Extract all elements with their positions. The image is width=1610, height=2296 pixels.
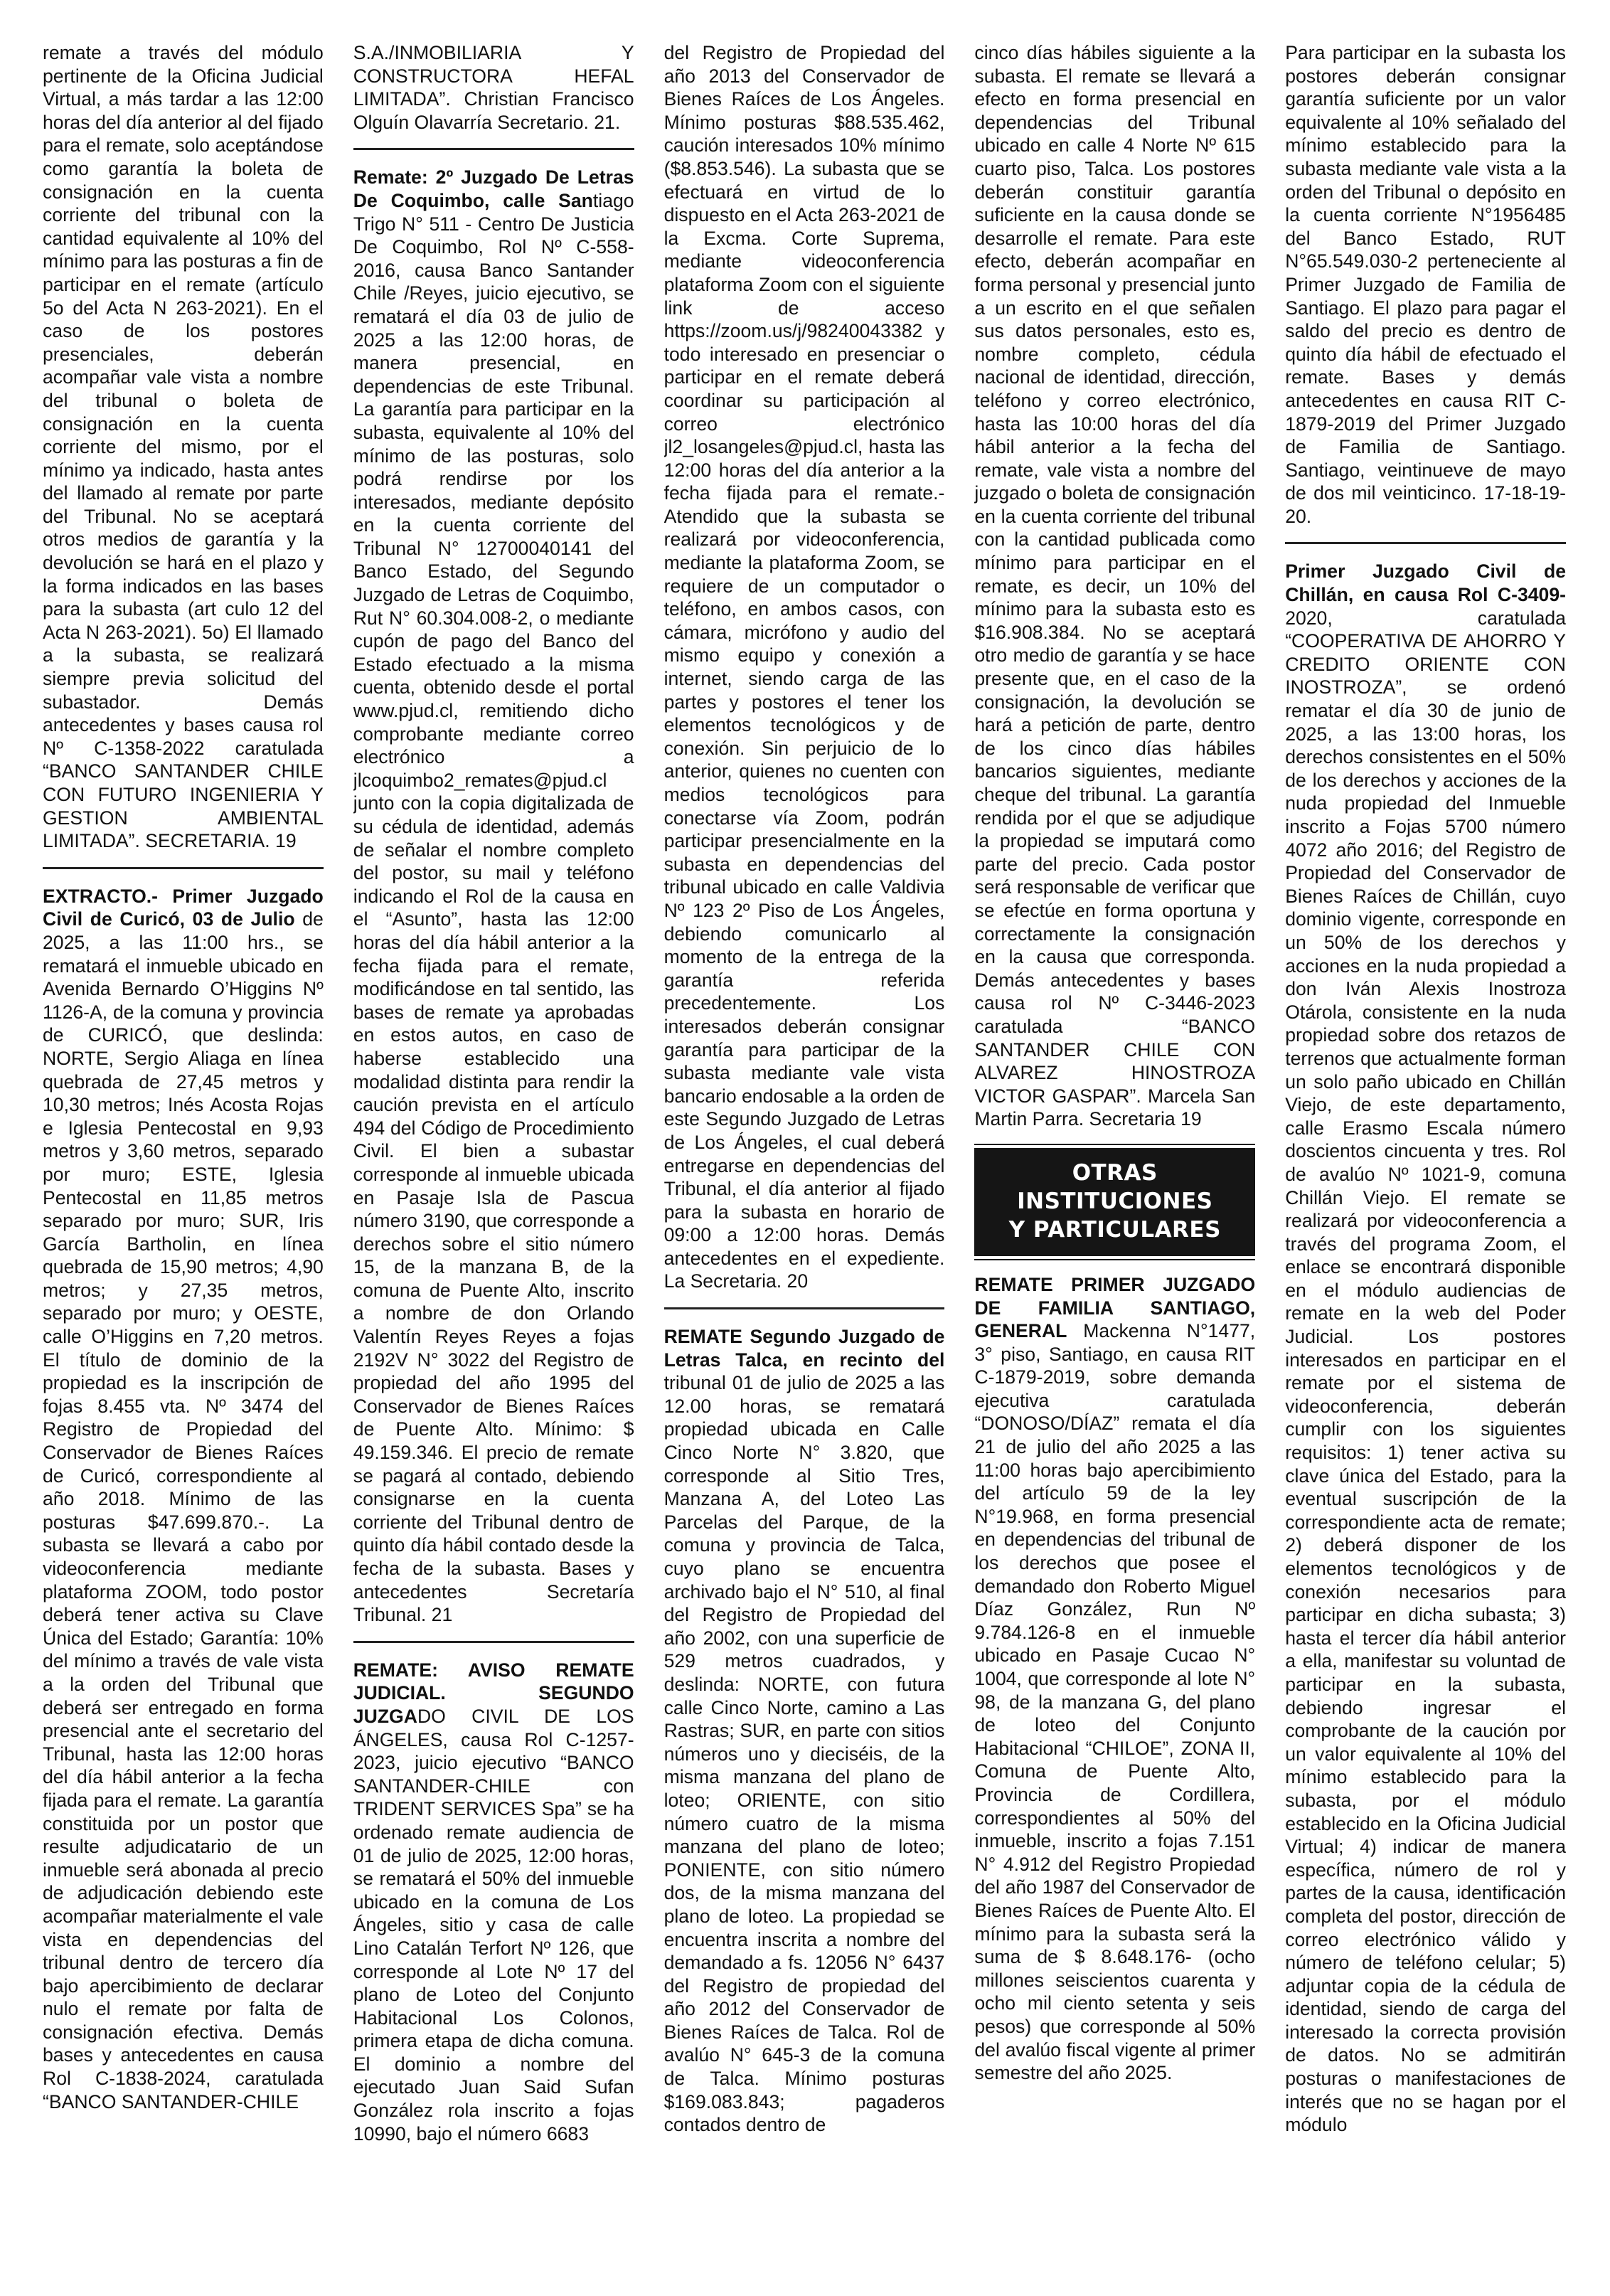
notice-heading: Primer Juzgado Civil de Chillán, en causa Rol C-3409- — [1285, 560, 1566, 606]
notice-text: Para participar en la subasta los postores deberán consignar garantía suficiente por un valor equivalente al 10% señalado del mínimo establecido para la subasta mediante vale vista a la orden del Tribunal o depósito en la cuenta corriente N°1956485 del Banco Estado, RUT N°65.549.030-2 perteneciente al Primer Juzgado de Familia de Santiago. El plazo para pagar el saldo del precio es dentro de quinto día hábil de efectuado el remate. Bases y demás antecedentes en causa RIT C-1879-2019 del Primer Juzgado de Familia de Santiago. Santiago, veintinueve de mayo de dos mil veinticinco. 17-18-19-20. — [1285, 42, 1566, 527]
notice-curico — [43, 885, 324, 2113]
section-banner-line2: Y PARTICULARES — [1008, 1216, 1221, 1243]
notice-heading: EXTRACTO.- Primer Juzgado Civil de Curicó, 03 de Julio — [43, 885, 324, 930]
notice-text: del Registro de Propiedad del año 2013 del Conservador de Bienes Raíces de Los Ángeles. Mínimo posturas $88.535.462, caución interesados 10% mínimo ($8.853.546). La subasta que se efectuará en virtud de lo dispuesto en el Acta 263-2021 de la Excma. Corte Suprema, mediante videoconferencia plataforma Zoom con el siguiente link de acceso https://zoom.us/j/98240043382 y todo interesado en presenciar o participar en el remate deberá coordinar su participación al correo electrónico jl2_losangeles@pjud.cl, hasta las 12:00 horas del día anterior a la fecha fijada para el remate.-Atendido que la subasta se realizará por videoconferencia, mediante la plataforma Zoom, se requiere de un computador o teléfono, en ambos casos, con cámara, micrófono y audio del mismo equipo y conexión a internet, siendo carga de las partes y postores el tener los elementos tecnológicos y de conexión. Sin perjuicio de lo anterior, quienes no cuenten con medios tecnológicos para conectarse vía Zoom, podrán participar presencialmente en la subasta en dependencias del tribunal ubicado en calle Valdivia Nº 123 2º Piso de Los Ángeles, debiendo comunicarlo al momento de la entrega de la garantía referida precedentemente. Los interesados deberán consignar garantía para participar de la subasta mediante vale vista bancario endosable a la orden de este Segundo Juzgado de Letras de Los Ángeles, el cual deberá entregarse en dependencias del Tribunal, el día anterior al fijado para la subasta en horario de 09:00 a 12:00 horas. Demás antecedentes en el expediente. La Secretaria. 20 — [663, 42, 945, 1292]
section-banner — [974, 1148, 1255, 1256]
notice-divider — [353, 148, 634, 150]
notice-text: tiago Trigo N° 511 - Centro De Justicia De Coquimbo, Rol Nº C-558-2016, causa Banco Santander Chile /Reyes, juicio ejecutivo, se rematará el día 03 de julio de 2025 a las 12:00 horas, de manera presencial, en dependencias de este Tribunal. La garantía para participar en la subasta, equivalente al 10% del mínimo de las posturas, solo podrá rendirse por los interesados, mediante depósito en la cuenta corriente del Tribunal N° 12700040141 del Banco Estado, del Segundo Juzgado de Letras de Coquimbo, Rut N° 60.304.008-2, o mediante cupón de pago del Banco del Estado efectuado a la misma cuenta, obtenido desde el portal www.pjud.cl, remitiendo dicho comprobante mediante correo electrónico a jlcoquimbo2_remates@pjud.cl junto con la copia digitalizada de su cédula de identidad, además de señalar el nombre completo del postor, su mail y teléfono indicando el Rol de la causa en el “Asunto”, hasta las 12:00 horas del día hábil anterior a la fecha fijada para el remate, modificándose en tal sentido, las bases de remate ya aprobadas en estos autos, en caso de haberse establecido una modalidad distinta para rendir la caución prevista en el artículo 494 del Código de Procedimiento Civil. El bien a subastar corresponde al inmueble ubicada en Pasaje Isla de Pascua número 3190, que corresponde a derechos sobre el sitio número 15, de la manzana B, de la comuna de Puente Alto, inscrito a nombre de don Orlando Valentín Reyes Reyes a fojas 2192V N° 3022 del Registro de propiedad del año 1995 del Conservador de Bienes Raíces de Puente Alto. Mínimo: $ 49.159.346. El precio de remate se pagará al contado, debiendo consignarse en la cuenta corriente del Tribunal dentro de quinto día hábil contado desde la fecha de la subasta. Bases y antecedentes Secretaría Tribunal. 21 — [353, 189, 634, 1626]
notice-heading: REMATE Segundo Juzgado de Letras Talca, en recinto del — [663, 1326, 945, 1371]
column-5 — [1285, 41, 1566, 2296]
notice-divider — [1285, 542, 1566, 544]
notice-text: remate a través del módulo pertinente de la Oficina Judicial Virtual, a más tardar a las 12:00 horas del día anterior al del fijado para el remate, solo aceptándose como garantía la boleta de consignación en la cuenta corriente del tribunal con la cantidad equivalente al 10% del mínimo para las posturas a fin de participar en el remate (artículo 5o del Acta N 263-2021). En el caso de los postores presenciales, deberán acompañar vale vista a nombre del tribunal o boleta de consignación en la cuenta corriente del mismo, por el mínimo ya indicado, hasta antes del llamado al remate por parte del Tribunal. No se aceptará otros medios de garantía y la devolución se hará en el plazo y la forma indicados en las bases para la subasta (art culo 12 del Acta N 263-2021). 5o) El llamado a la subasta, se realizará siempre previa solicitud del subastador. Demás antecedentes y bases causa rol Nº C-1358-2022 caratulada “BANCO SANTANDER CHILE CON FUTURO INGENIERIA Y GESTION AMBIENTAL LIMITADA”. SECRETARIA. 19 — [43, 42, 324, 852]
column-1 — [43, 41, 324, 2296]
notice-text: 2020, caratulada “COOPERATIVA DE AHORRO Y CREDITO ORIENTE CON INOSTROZA”, se ordenó rematar el día 30 de junio de 2025, a las 13:00 horas, los derechos consistentes en el 50% de los derechos y acciones de la nuda propiedad del Inmueble inscrito a Fojas 5700 número 4072 año 2016; del Registro de Propiedad del Conservador de Bienes Raíces de Chillán, cuyo dominio vigente, corresponde en un 50% de los derechos y acciones en la nuda propiedad a don Iván Alexis Inostroza Otárola, consistente en la nuda propiedad sobre dos retazos de terrenos que actualmente forman un solo paño ubicado en Chillán Viejo, de este departamento, calle Erasmo Escala número doscientos cincuenta y tres. Rol de avalúo Nº 1021-9, comuna Chillán Viejo. El remate se realizará por videoconferencia a través del programa Zoom, el enlace se encontrará disponible en el módulo audiencias de remate en la web del Poder Judicial. Los postores interesados en participar en el remate por el sistema de videoconferencia, deberán cumplir con los siguientes requisitos: 1) tener activa su clave única del Estado, para la eventual suscripción de la correspondiente acta de remate; 2) deberá disponer de los elementos tecnológicos y de conexión necesarios para participar en dicha subasta; 3) hasta el tercer día hábil anterior a ella, manifestar su voluntad de participar en la subasta, debiendo ingresar el comprobante de la caución por un valor equivalente al 10% del mínimo establecido para la subasta, por el módulo establecido en la Oficina Judicial Virtual; 4) indicar de manera específica, número de rol y partes de la causa, identificación completa del postor, dirección de correo electrónico válido y número de teléfono celular; 5) adjuntar copia de la cédula de identidad, siendo de carga del interesado la correcta provisión de datos. No se admitirán posturas o manifestaciones de interés que no se hagan por el módulo — [1285, 607, 1566, 2136]
notice-text: S.A./INMOBILIARIA Y CONSTRUCTORA HEFAL LIMITADA”. Christian Francisco Olguín Olavarría Secretario. 21. — [353, 42, 634, 133]
column-3 — [664, 41, 945, 2296]
notice-divider — [43, 867, 324, 869]
notice-coquimbo — [353, 166, 634, 1626]
notice-talca — [664, 1325, 945, 2137]
notice-los-angeles — [353, 1659, 634, 2145]
notice-text: tribunal 01 de julio de 2025 a las 12.00 horas, se rematará propiedad ubicada en Calle Cinco Norte N° 3.820, que corresponde al Sitio Tres, Manzana A, del Loteo Las Parcelas del Parque, de la comuna y provincia de Talca, cuyo plano se encuentra archivado bajo el N° 510, al final del Registro de Propiedad del año 2002, con una superficie de 529 metros cuadrados, y deslinda: NORTE, con futura calle Cinco Norte, camino a Las Rastras; SUR, en parte con sitios números uno y dieciséis, de la misma manzana del plano de loteo; ORIENTE, con sitio número cuatro de la misma manzana del plano de loteo; PONIENTE, con sitio número dos, de la misma manzana del plano de loteo. La propiedad se encuentra inscrita a nombre del demandado a fs. 12056 N° 6437 del Registro de propiedad del año 2012 del Conservador de Bienes Raíces de Talca. Rol de avalúo N° 645-3 de la comuna de Talca. Mínimo posturas $169.083.843; pagaderos contados dentro de — [663, 1372, 945, 2136]
notice-continuation — [974, 41, 1255, 1131]
notice-continuation — [43, 41, 324, 853]
notice-heading: REMATE PRIMER JUZGADO DE FAMILIA SANTIAGO, GENERAL — [974, 1273, 1256, 1342]
column-2 — [353, 41, 634, 2296]
notice-text: Mackenna N°1477, 3° piso, Santiago, en causa RIT C-1879-2019, sobre demanda ejecutiva caratulada “DONOSO/DÍAZ” remata el día 21 de julio del año 2025 a las 11:00 horas bajo apercibimiento del artículo 59 de la ley N°19.968, en forma presencial en dependencias del tribunal de los derechos que posee el demandado don Roberto Miguel Díaz González, Run Nº 9.784.126-8 en el inmueble ubicado en Pasaje Cucao N° 1004, que corresponde al lote N° 98, de la manzana G, del plano de loteo del Conjunto Habitacional “CHILOE”, ZONA II, Comuna de Puente Alto, Provincia de Cordillera, correspondientes al 50% del inmueble, inscrito a fojas 7.151 N° 4.912 del Registro Propiedad del año 1987 del Conservador de Bienes Raíces de Puente Alto. El mínimo para la subasta será la suma de $ 8.648.176- (ocho millones seiscientos cuarenta y ocho mil ciento setenta y seis pesos) que corresponde al 50% del avalúo fiscal vigente al primer semestre del año 2025. — [974, 1320, 1256, 2084]
notice-heading: REMATE: AVISO REMATE JUDICIAL. SEGUNDO JUZGA — [353, 1659, 634, 1727]
notice-divider — [664, 1307, 945, 1309]
notice-text: de 2025, a las 11:00 hrs., se rematará el inmueble ubicado en Avenida Bernardo O’Higgins Nº 1126-A, de la comuna y provincia de CURICÓ, que deslinda: NORTE, Sergio Aliaga en línea quebrada de 27,45 metros y 10,30 metros; Inés Acosta Rojas e Iglesia Pentecostal en 9,93 metros y 3,60 metros, separado por muro; ESTE, Iglesia Pentecostal en 11,85 metros separado por muro; SUR, Iris García Bartholin, en línea quebrada de 15,90 metros; 4,90 metros; y 27,35 metros, separado por muro; y OESTE, calle O’Higgins en 7,20 metros. El título de dominio de la propiedad es la inscripción de fojas 8.455 vta. Nº 3474 del Registro de Propiedad del Conservador de Bienes Raíces de Curicó, correspondiente al año 2018. Mínimo de las posturas $47.699.870.-. La subasta se llevará a cabo por videoconferencia mediante plataforma ZOOM, todo postor deberá tener activa su Clave Única del Estado; Garantía: 10% del mínimo a través de vale vista a la orden del Tribunal que deberá ser entregado en forma presencial ante el secretario del Tribunal, hasta las 12:00 horas del día hábil anterior a la fecha fijada para el remate. La garantía constituida por un postor que resulte adjudicatario de un inmueble será abonada al precio de adjudicación debiendo este acompañar materialmente el vale vista en dependencias del tribunal dentro de tercero día bajo apercibimiento de declarar nulo el remate por falta de consignación efectiva. Demás bases y antecedentes en causa Rol C-1838-2024, caratulada “BANCO SANTANDER-CHILE — [43, 908, 324, 2112]
notice-divider — [353, 1641, 634, 1643]
section-banner-line1: OTRAS INSTITUCIONES — [1017, 1159, 1213, 1214]
notice-continuation — [664, 41, 945, 1293]
notice-continuation — [353, 41, 634, 134]
notice-familia-santiago — [974, 1273, 1255, 2085]
notice-text: cinco días hábiles siguiente a la subasta. El remate se llevará a efecto en forma presencial en dependencias del Tribunal ubicado en calle 4 Norte Nº 615 cuarto piso, Talca. Los postores deberán constituir garantía suficiente en la causa donde se desarrolle el remate. Para este efecto, deberán acompañar en forma personal y presencial junto a un escrito en el que señalen sus datos personales, esto es, nombre completo, cédula nacional de identidad, dirección, teléfono y correo electrónico, hasta las 10:00 horas del día hábil anterior a la fecha del remate, vale vista a nombre del juzgado o boleta de consignación en la cuenta corriente del tribunal con la cantidad publicada como mínimo para participar en el remate, es decir, un 10% del mínimo para la subasta esto es $16.908.384. No se aceptará otro medio de garantía y se hace presente que, en el caso de la consignación, la devolución se hará a petición de parte, dentro de los cinco días hábiles bancarios siguientes, mediante cheque del tribunal. La garantía rendida por el que se adjudique la propiedad se imputará como parte del precio. Cada postor será responsable de verificar que se efectúe en forma oportuna y correctamente la consignación en la causa que corresponda. Demás antecedentes y bases causa rol Nº C-3446-2023 caratulada “BANCO SANTANDER CHILE CON ALVAREZ HINOSTROZA VICTOR GASPAR”. Marcela San Martin Parra. Secretaria 19 — [974, 42, 1256, 1130]
notice-heading: Remate: 2º Juzgado De Letras De Coquimbo, calle San — [353, 166, 634, 211]
notice-text: DO CIVIL DE LOS ÁNGELES, causa Rol C-1257-2023, juicio ejecutivo “BANCO SANTANDER-CHILE con TRIDENT SERVICES Spa” se ha ordenado remate audiencia de 01 de julio de 2025, 12:00 horas, se rematará el 50% del inmueble ubicado en la comuna de Los Ángeles, sitio y casa de calle Lino Catalán Terfort Nº 126, que corresponde al Lote Nº 17 del plano de Loteo del Conjunto Habitacional Los Colonos, primera etapa de dicha comuna. El dominio a nombre del ejecutado Juan Said Sufan González rola inscrito a fojas 10990, bajo el número 6683 — [353, 1705, 634, 2144]
notice-chillan — [1285, 560, 1566, 2136]
notice-continuation — [1285, 41, 1566, 528]
column-4 — [974, 41, 1255, 2296]
